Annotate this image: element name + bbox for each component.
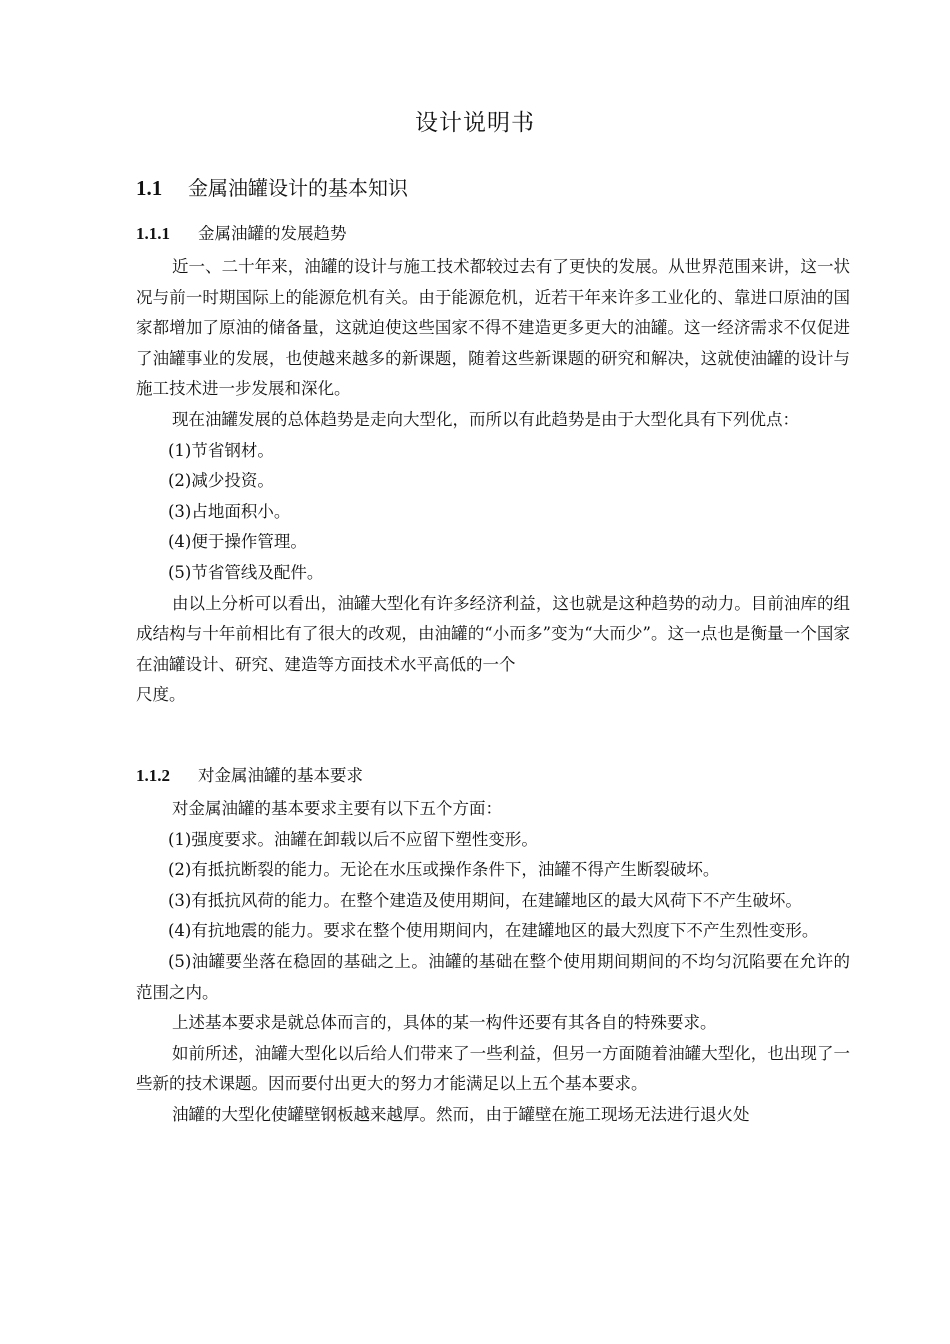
section-1-1-2-body: [136, 794, 850, 1131]
paragraph: 油罐的大型化使罐壁钢板越来越厚。然而，由于罐壁在施工现场无法进行退火处: [172, 1104, 750, 1124]
paragraph: 现在油罐发展的总体趋势是走向大型化，而所以有此趋势是由于大型化具有下列优点：: [172, 409, 799, 429]
list-item: (2)减少投资。: [168, 471, 274, 491]
section-heading-1-1-2: [136, 764, 363, 788]
section-title: 对金属油罐的基本要求: [198, 766, 363, 785]
list-item: (3)有抵抗风荷的能力。在整个建造及使用期间，在建罐地区的最大风荷下不产生破坏。: [168, 890, 802, 910]
list-item: (4)有抗地震的能力。要求在整个使用期间内，在建罐地区的最大烈度下不产生烈性变形。: [168, 921, 819, 941]
list-item: (1)强度要求。油罐在卸载以后不应留下塑性变形。: [168, 829, 538, 849]
paragraph: 近一、二十年来，油罐的设计与施工技术都较过去有了更快的发展。从世界范围来讲，这一状况与前一时期国际上的能源危机有关。由于能源危机，近若干年来许多工业化的、靠进口原油的国家都增加了原油的储备量，这就迫使这些国家不得不建造更多更大的油罐。这一经济需求不仅促进了油罐事业的发展，也使越来越多的新课题，随着这些新课题的研究和解决，这就使油罐的设计与施工技术进一步发展和深化。: [136, 257, 850, 399]
paragraph-continuation: 尺度。: [136, 685, 186, 705]
paragraph: 如前所述，油罐大型化以后给人们带来了一些利益，但另一方面随着油罐大型化，也出现了一些新的技术课题。因而要付出更大的努力才能满足以上五个基本要求。: [136, 1043, 850, 1094]
list-item: (5)油罐要坐落在稳固的基础之上。油罐的基础在整个使用期间期间的不均匀沉陷要在允许的范围之内。: [136, 951, 850, 1002]
section-number: 1.1.1: [136, 224, 170, 243]
section-number: 1.1.2: [136, 766, 170, 785]
list-item: (3)占地面积小。: [168, 501, 291, 521]
list-item: (5)节省管线及配件。: [168, 562, 324, 582]
list-item: (1)节省钢材。: [168, 440, 274, 460]
paragraph: 对金属油罐的基本要求主要有以下五个方面：: [172, 799, 502, 818]
paragraph: 由以上分析可以看出，油罐大型化有许多经济利益，这也就是这种趋势的动力。目前油库的组成结构与十年前相比有了很大的改观，由油罐的“小而多”变为“大而少”。这一点也是衡量一个国家在油罐设计、研究、建造等方面技术水平高低的一个: [136, 593, 850, 674]
section-heading-1-1-1: [136, 222, 347, 246]
list-item: (2)有抵抗断裂的能力。无论在水压或操作条件下，油罐不得产生断裂破坏。: [168, 860, 720, 880]
section-number: 1.1: [136, 176, 163, 200]
section-title: 金属油罐设计的基本知识: [188, 176, 408, 200]
section-1-1-1-body: [136, 252, 850, 711]
document-title: 设计说明书: [415, 110, 535, 136]
section-title: 金属油罐的发展趋势: [198, 224, 347, 243]
list-item: (4)便于操作管理。: [168, 532, 307, 552]
section-heading-1-1: [136, 174, 408, 202]
paragraph: 上述基本要求是就总体而言的，具体的某一构件还要有其各自的特殊要求。: [172, 1013, 717, 1033]
